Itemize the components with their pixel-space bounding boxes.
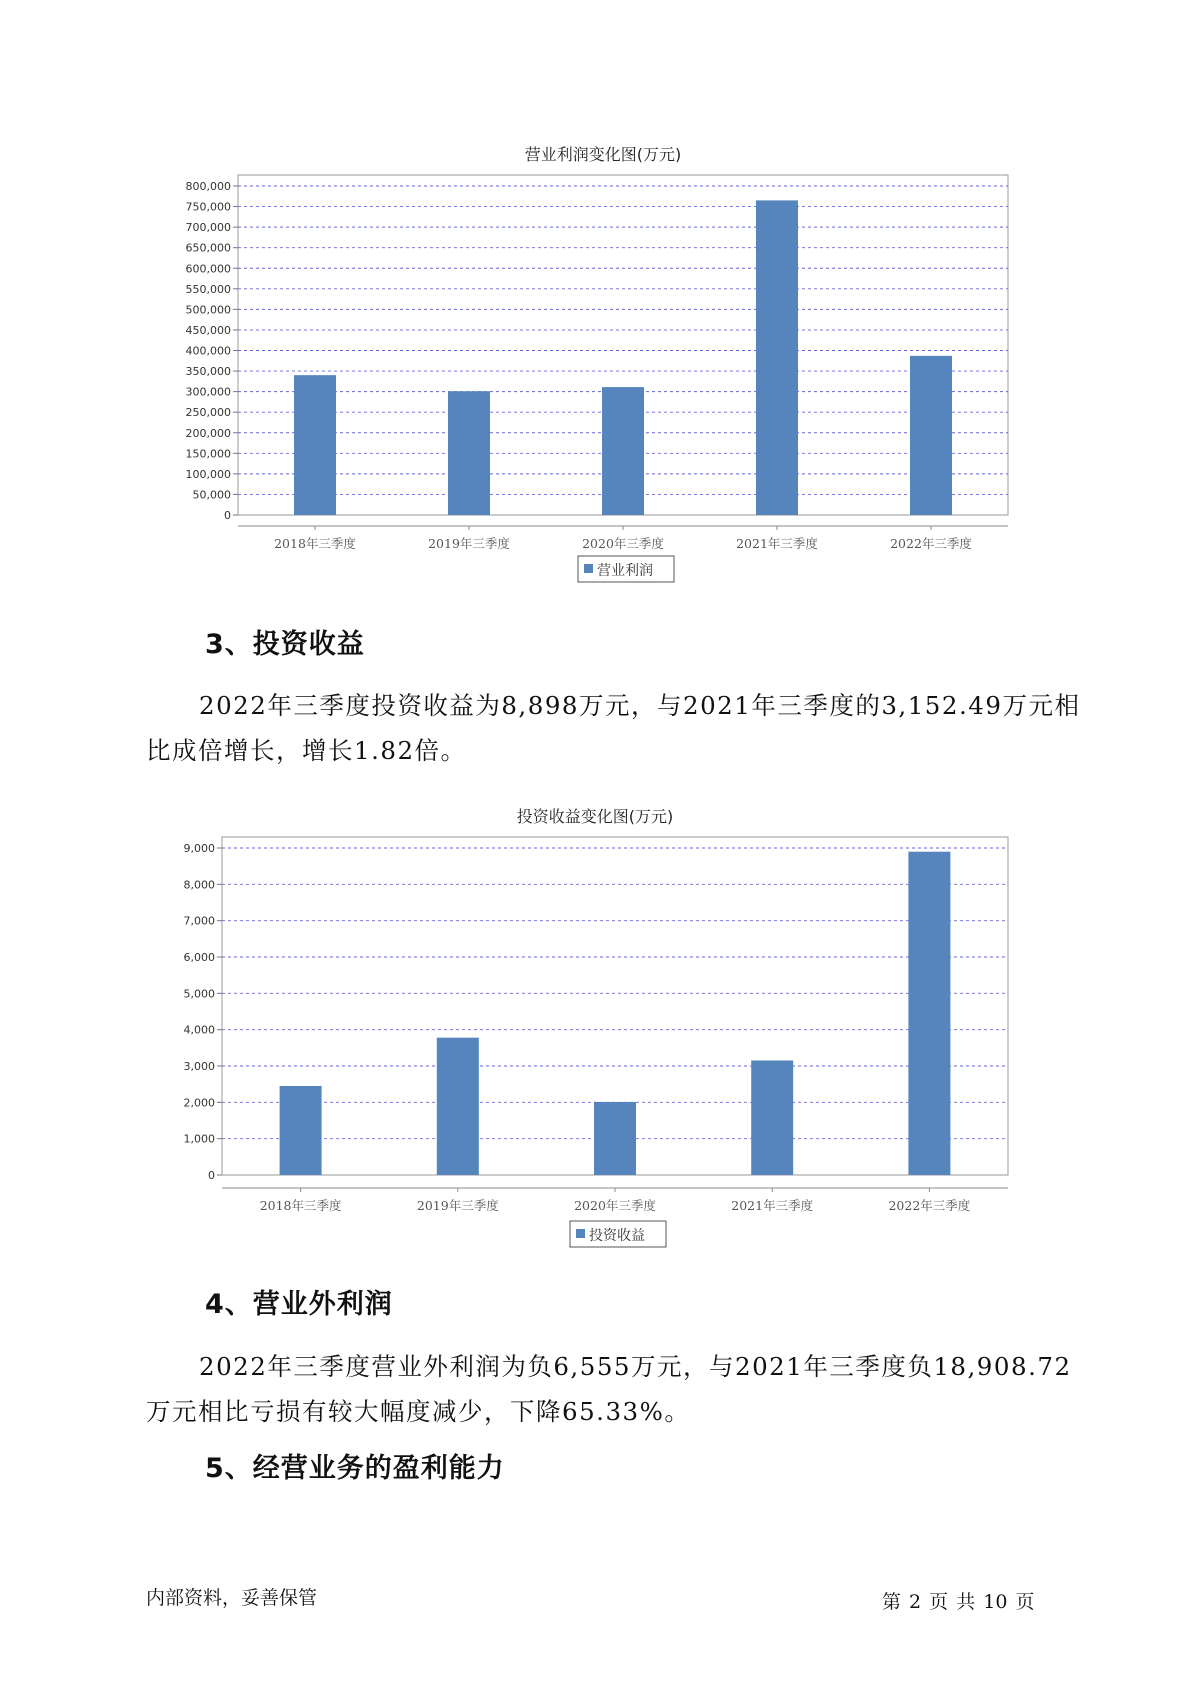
- y-tick-label: 400,000: [185, 344, 231, 358]
- bar: [594, 1102, 636, 1175]
- bar: [756, 200, 798, 515]
- bar: [751, 1060, 793, 1175]
- y-tick-label: 3,000: [183, 1060, 215, 1073]
- y-tick-label: 5,000: [183, 987, 215, 1001]
- y-tick-label: 550,000: [185, 282, 231, 296]
- y-tick-label: 150,000: [185, 447, 231, 461]
- section-4-heading: 4、营业外利润: [205, 1289, 393, 1320]
- bar: [602, 387, 644, 515]
- bar: [294, 375, 336, 515]
- y-tick-label: 700,000: [185, 221, 231, 235]
- y-tick-label: 8,000: [183, 878, 215, 892]
- y-tick-label: 0: [224, 509, 231, 522]
- x-tick-label: 2019年三季度: [428, 536, 510, 551]
- x-tick-label: 2022年三季度: [888, 1198, 971, 1213]
- y-tick-label: 250,000: [185, 406, 231, 420]
- chart-title: 营业利润变化图(万元): [524, 145, 682, 164]
- bar: [908, 852, 950, 1175]
- x-tick-label: 2021年三季度: [736, 536, 818, 551]
- bar: [437, 1038, 479, 1175]
- bar: [448, 391, 490, 515]
- operating-profit-chart-svg: [0, 130, 1191, 600]
- y-tick-label: 650,000: [185, 241, 231, 255]
- y-tick-label: 0: [208, 1169, 215, 1182]
- y-tick-label: 350,000: [185, 365, 231, 379]
- investment-income-chart: [0, 792, 1191, 1262]
- operating-profit-chart: [0, 130, 1191, 600]
- y-tick-label: 2,000: [183, 1096, 215, 1110]
- y-tick-label: 300,000: [185, 385, 231, 399]
- bar: [280, 1086, 322, 1175]
- chart-title: 投资收益变化图(万元): [516, 807, 674, 826]
- footer-page-number: 第 2 页 共 10 页: [882, 1591, 1035, 1613]
- legend-swatch: [576, 1229, 585, 1238]
- y-tick-label: 1,000: [183, 1132, 215, 1146]
- y-tick-label: 4,000: [183, 1023, 215, 1037]
- y-tick-label: 750,000: [185, 200, 231, 214]
- legend-swatch: [584, 564, 593, 573]
- legend-label: 投资收益: [589, 1228, 645, 1244]
- y-tick-label: 6,000: [183, 951, 215, 964]
- x-tick-label: 2021年三季度: [731, 1198, 814, 1213]
- x-tick-label: 2020年三季度: [582, 536, 664, 551]
- y-tick-label: 500,000: [185, 303, 231, 317]
- section-3-heading: 3、投资收益: [205, 629, 365, 660]
- y-tick-label: 9,000: [183, 842, 215, 855]
- y-tick-label: 100,000: [185, 467, 231, 481]
- section-3-text: 2022年三季度投资收益为8,898万元，与2021年三季度的3,152.49万元相比成倍增长，增长1.82倍。: [146, 691, 1081, 765]
- x-tick-label: 2018年三季度: [259, 1198, 342, 1213]
- y-tick-label: 800,000: [185, 180, 231, 193]
- bar: [910, 356, 952, 515]
- investment-income-chart-svg: [0, 792, 1191, 1262]
- y-tick-label: 450,000: [185, 323, 231, 337]
- y-tick-label: 7,000: [183, 914, 215, 928]
- x-tick-label: 2018年三季度: [274, 536, 356, 551]
- y-tick-label: 200,000: [185, 426, 231, 440]
- y-tick-label: 50,000: [192, 488, 231, 502]
- footer-confidential-note: 内部资料，妥善保管: [146, 1587, 318, 1609]
- x-tick-label: 2019年三季度: [416, 1198, 499, 1213]
- x-tick-label: 2022年三季度: [890, 536, 972, 551]
- legend-label: 营业利润: [597, 563, 653, 579]
- y-tick-label: 600,000: [185, 262, 231, 276]
- x-tick-label: 2020年三季度: [574, 1198, 656, 1213]
- section-5-heading: 5、经营业务的盈利能力: [205, 1453, 505, 1484]
- section-4-text: 2022年三季度营业外利润为负6,555万元，与2021年三季度负18,908.72万元相比亏损有较大幅度减少，下降65.33%。: [146, 1352, 1072, 1426]
